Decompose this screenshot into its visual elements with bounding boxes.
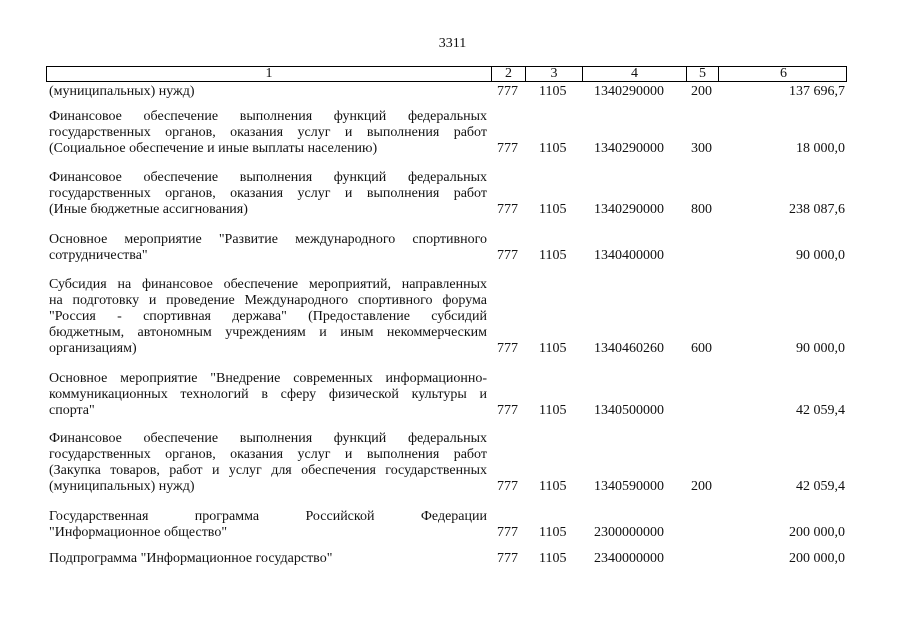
amount: 200 000,0 bbox=[789, 525, 845, 540]
amount: 137 696,7 bbox=[789, 84, 845, 99]
ministry-code: 777 bbox=[497, 141, 518, 156]
amount: 90 000,0 bbox=[796, 341, 845, 356]
target-article-code: 2340000000 bbox=[594, 551, 664, 566]
section-code: 1105 bbox=[539, 341, 567, 356]
target-article-code: 1340460260 bbox=[594, 341, 664, 356]
row-description bbox=[49, 109, 487, 157]
description-line: Подпрограмма "Информационное государство" bbox=[49, 551, 333, 566]
expense-type-code: 600 bbox=[691, 341, 712, 356]
description-line: (Иные бюджетные ассигнования) bbox=[49, 202, 248, 217]
row-description bbox=[49, 431, 487, 495]
table-row bbox=[0, 509, 905, 541]
description-line: коммуникационных технологий в сферу физической культуры и bbox=[49, 387, 487, 402]
section-code: 1105 bbox=[539, 141, 567, 156]
description-line: организациям) bbox=[49, 341, 137, 356]
description-line: Основное мероприятие "Развитие международного спортивного bbox=[49, 232, 487, 247]
target-article-code: 1340290000 bbox=[594, 141, 664, 156]
ministry-code: 777 bbox=[497, 479, 518, 494]
table-header bbox=[46, 66, 847, 82]
target-article-code: 2300000000 bbox=[594, 525, 664, 540]
description-line: (муниципальных) нужд) bbox=[49, 84, 195, 99]
row-description bbox=[49, 371, 487, 419]
description-line: "Информационное общество" bbox=[49, 525, 228, 540]
description-line: "Россия - спортивная держава" (Предоставление субсидий bbox=[49, 309, 487, 324]
description-line: бюджетным, автономным учреждениям и иным некоммерческим bbox=[49, 325, 487, 340]
row-description bbox=[49, 277, 487, 357]
amount: 200 000,0 bbox=[789, 551, 845, 566]
target-article-code: 1340290000 bbox=[594, 202, 664, 217]
target-article-code: 1340590000 bbox=[594, 479, 664, 494]
amount: 18 000,0 bbox=[796, 141, 845, 156]
table-row bbox=[0, 431, 905, 495]
description-line: Государственная программа Российской Федерации bbox=[49, 509, 487, 524]
section-code: 1105 bbox=[539, 525, 567, 540]
section-code: 1105 bbox=[539, 84, 567, 99]
ministry-code: 777 bbox=[497, 551, 518, 566]
description-line: Финансовое обеспечение выполнения функций федеральных bbox=[49, 109, 487, 124]
amount: 42 059,4 bbox=[796, 403, 845, 418]
target-article-code: 1340290000 bbox=[594, 84, 664, 99]
section-code: 1105 bbox=[539, 202, 567, 217]
description-line: (Закупка товаров, работ и услуг для обеспечения государственных bbox=[49, 463, 487, 478]
ministry-code: 777 bbox=[497, 248, 518, 263]
column-header-2: 2 bbox=[492, 67, 526, 81]
table-row bbox=[0, 84, 905, 100]
description-line: государственных органов, оказания услуг и выполнения работ bbox=[49, 186, 487, 201]
column-header-5: 5 bbox=[687, 67, 719, 81]
amount: 90 000,0 bbox=[796, 248, 845, 263]
expense-type-code: 200 bbox=[691, 479, 712, 494]
column-header-4: 4 bbox=[583, 67, 687, 81]
description-line: спорта" bbox=[49, 403, 95, 418]
description-line: государственных органов, оказания услуг и выполнения работ bbox=[49, 447, 487, 462]
description-line: Финансовое обеспечение выполнения функций федеральных bbox=[49, 431, 487, 446]
row-description bbox=[49, 170, 487, 218]
expense-type-code: 200 bbox=[691, 84, 712, 99]
column-header-3: 3 bbox=[526, 67, 583, 81]
row-description bbox=[49, 551, 487, 567]
table-row bbox=[0, 232, 905, 264]
ministry-code: 777 bbox=[497, 84, 518, 99]
target-article-code: 1340500000 bbox=[594, 403, 664, 418]
amount: 42 059,4 bbox=[796, 479, 845, 494]
description-line: Субсидия на финансовое обеспечение мероприятий, направленных bbox=[49, 277, 487, 292]
table-row bbox=[0, 109, 905, 157]
row-description bbox=[49, 232, 487, 264]
table-row bbox=[0, 371, 905, 419]
description-line: на подготовку и проведение Международного спортивного форума bbox=[49, 293, 487, 308]
page-number: 3311 bbox=[438, 36, 467, 51]
ministry-code: 777 bbox=[497, 525, 518, 540]
description-line: сотрудничества" bbox=[49, 248, 148, 263]
description-line: государственных органов, оказания услуг и выполнения работ bbox=[49, 125, 487, 140]
table-row bbox=[0, 170, 905, 218]
row-description bbox=[49, 509, 487, 541]
column-header-6: 6 bbox=[780, 66, 787, 81]
description-line: (муниципальных) нужд) bbox=[49, 479, 195, 494]
description-line: (Социальное обеспечение и иные выплаты населению) bbox=[49, 141, 378, 156]
ministry-code: 777 bbox=[497, 341, 518, 356]
section-code: 1105 bbox=[539, 551, 567, 566]
ministry-code: 777 bbox=[497, 403, 518, 418]
row-description bbox=[49, 84, 487, 100]
expense-type-code: 800 bbox=[691, 202, 712, 217]
table-row bbox=[0, 551, 905, 567]
column-header-1: 1 bbox=[47, 67, 492, 81]
description-line: Финансовое обеспечение выполнения функций федеральных bbox=[49, 170, 487, 185]
description-line: Основное мероприятие "Внедрение современных информационно- bbox=[49, 371, 487, 386]
target-article-code: 1340400000 bbox=[594, 248, 664, 263]
ministry-code: 777 bbox=[497, 202, 518, 217]
section-code: 1105 bbox=[539, 248, 567, 263]
expense-type-code: 300 bbox=[691, 141, 712, 156]
amount: 238 087,6 bbox=[789, 202, 845, 217]
table-row bbox=[0, 277, 905, 357]
section-code: 1105 bbox=[539, 479, 567, 494]
section-code: 1105 bbox=[539, 403, 567, 418]
